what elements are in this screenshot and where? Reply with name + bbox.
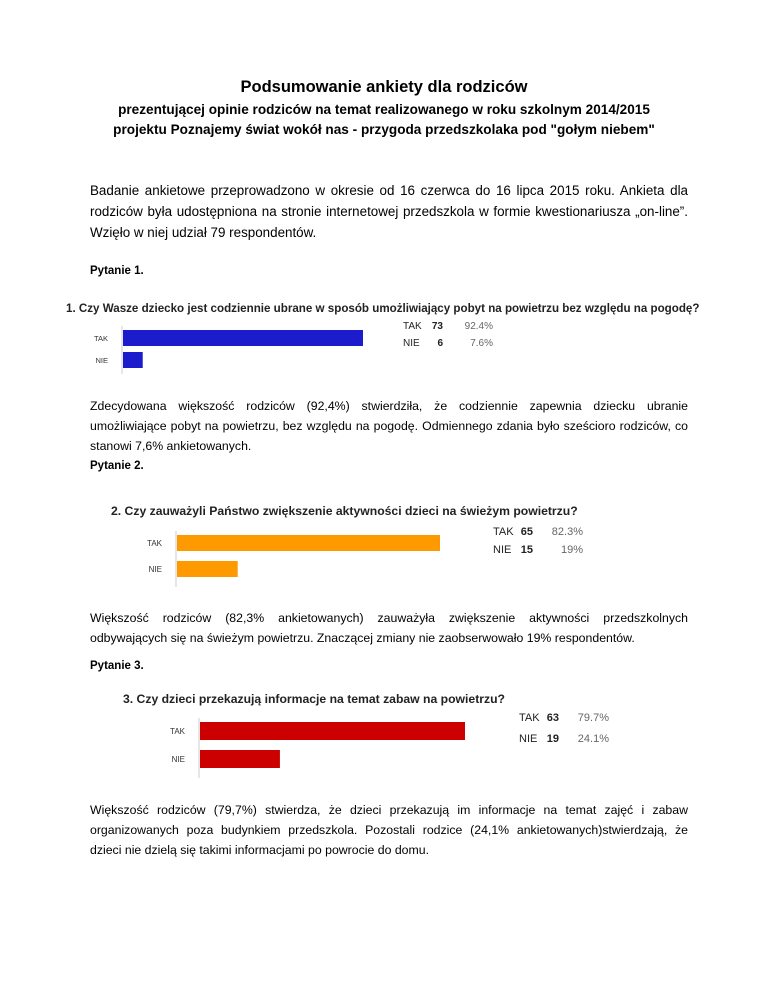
chart-3-legend-percent-tak: 79.7% bbox=[577, 712, 609, 724]
question-3-summary: Większość rodziców (79,7%) stwierdza, że dzieci przekazują im informacje na temat zajęć i zabaw organizowanych poza budynkiem przedszkola. Pozostali rodzice (24,1% ankietowanych)stwierdzają, że dzieci nie dzielą się takimi informacjami po powrocie do domu. bbox=[90, 803, 688, 857]
chart-1-category-tak: TAK bbox=[93, 334, 108, 343]
chart-2-legend-category-nie: NIE bbox=[493, 544, 512, 556]
chart-3-legend-category-tak: TAK bbox=[519, 712, 540, 724]
chart-2-category-tak: TAK bbox=[147, 539, 162, 548]
question-2-summary: Większość rodziców (82,3% ankietowanych) zauważyła zwiększenie aktywności przedszkolnych odbywających się na świeżym powietrzu. Znaczącej zmiany nie zaobserwowało 19% respondentów. bbox=[90, 611, 688, 645]
chart-3-category-nie: NIE bbox=[171, 755, 185, 764]
chart-2-legend-count-tak: 65 bbox=[520, 526, 533, 538]
chart-3-legend-count-nie: 19 bbox=[546, 733, 559, 745]
subtitle-line-1: prezentującej opinie rodziców na temat realizowanego w roku szkolnym 2014/2015 bbox=[118, 102, 650, 117]
chart-1-legend-percent-nie: 7.6% bbox=[470, 338, 493, 349]
chart-3-legend-category-nie: NIE bbox=[519, 733, 538, 745]
question-3-label: Pytanie 3. bbox=[90, 660, 144, 672]
chart-2-bar-tak bbox=[177, 535, 440, 551]
intro-paragraph: Badanie ankietowe przeprowadzono w okresie od 16 czerwca do 16 lipca 2015 roku. Ankieta dla rodziców była udostępniona na stronie internetowej przedszkola w formie kwestionariusza „on-line”. Wzięło w niej udział 79 respondentów. bbox=[90, 183, 688, 240]
question-1-summary: Zdecydowana większość rodziców (92,4%) stwierdziła, że codziennie zapewnia dziecku ubranie umożliwiające pobyt na powietrzu, bez względu na pogodę. Odmiennego zdania było sześcioro rodziców, co stanowi 7,6% ankietowanych. bbox=[90, 399, 688, 453]
chart-1-legend-count-nie: 6 bbox=[437, 338, 443, 349]
chart-3-legend-percent-nie: 24.1% bbox=[577, 733, 609, 745]
chart-3-title: 3. Czy dzieci przekazują informacje na temat zabaw na powietrzu? bbox=[123, 692, 505, 706]
chart-2-title: 2. Czy zauważyli Państwo zwiększenie aktywności dzieci na świeżym powietrzu? bbox=[111, 504, 578, 518]
document-title: Podsumowanie ankiety dla rodziców bbox=[240, 78, 528, 96]
chart-2-legend-percent-nie: 19% bbox=[560, 544, 583, 556]
chart-3-bar-tak bbox=[200, 722, 465, 740]
chart-1-bar-tak bbox=[123, 330, 363, 346]
chart-2-bar-nie bbox=[177, 561, 238, 577]
chart-1-category-nie: NIE bbox=[95, 356, 108, 365]
chart-1-legend-percent-tak: 92.4% bbox=[464, 321, 493, 332]
chart-3-legend-count-tak: 63 bbox=[546, 712, 559, 724]
chart-2-legend-percent-tak: 82.3% bbox=[551, 526, 583, 538]
chart-1-legend-count-tak: 73 bbox=[431, 321, 443, 332]
chart-3-category-tak: TAK bbox=[170, 727, 185, 736]
question-2-label: Pytanie 2. bbox=[90, 460, 144, 472]
chart-1-title: 1. Czy Wasze dziecko jest codziennie ubrane w sposób umożliwiający pobyt na powietrzu bez względu na pogodę? bbox=[66, 302, 700, 315]
chart-2-legend-category-tak: TAK bbox=[493, 526, 514, 538]
subtitle-line-2: projektu Poznajemy świat wokół nas - przygoda przedszkolaka pod "gołym niebem" bbox=[113, 122, 655, 137]
chart-1-legend-category-nie: NIE bbox=[403, 338, 420, 349]
chart-3-bar-nie bbox=[200, 750, 280, 768]
question-1-label: Pytanie 1. bbox=[90, 265, 144, 277]
chart-2-category-nie: NIE bbox=[148, 565, 162, 574]
chart-1-bar-nie bbox=[123, 352, 143, 368]
chart-1-legend-category-tak: TAK bbox=[403, 321, 422, 332]
chart-2-legend-count-nie: 15 bbox=[520, 544, 533, 556]
